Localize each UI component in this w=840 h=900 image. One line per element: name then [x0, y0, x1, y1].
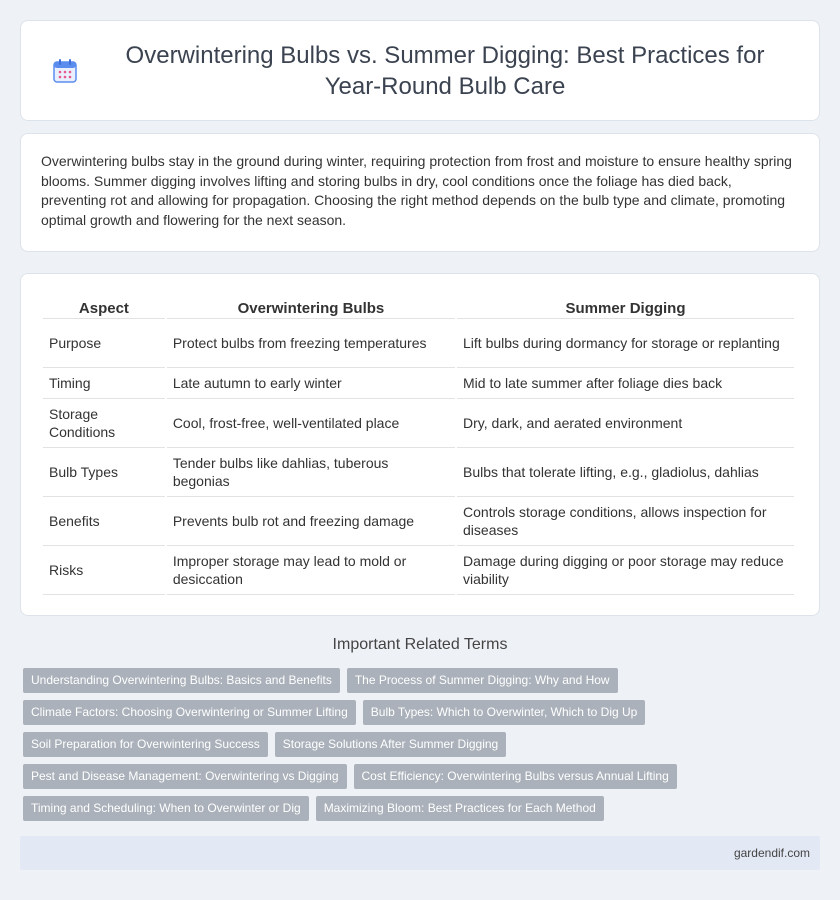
column-header-aspect: Aspect	[43, 295, 165, 319]
table-header-row	[43, 295, 794, 319]
table-cell: Cool, frost-free, well-ventilated place	[167, 399, 455, 448]
table-cell: Timing	[43, 368, 165, 399]
related-term-tag[interactable]: Understanding Overwintering Bulbs: Basics and Benefits	[23, 668, 340, 693]
related-term-tag[interactable]: Pest and Disease Management: Overwintering vs Digging	[23, 764, 347, 789]
related-term-tag[interactable]: Bulb Types: Which to Overwinter, Which to Dig Up	[363, 700, 646, 725]
table-cell: Lift bulbs during dormancy for storage or replanting	[457, 319, 794, 368]
table-cell: Risks	[43, 546, 165, 595]
related-term-tag[interactable]: Cost Efficiency: Overwintering Bulbs versus Annual Lifting	[354, 764, 677, 789]
table-row	[43, 497, 794, 546]
table-row	[43, 368, 794, 399]
table-cell: Purpose	[43, 319, 165, 368]
table-cell: Prevents bulb rot and freezing damage	[167, 497, 455, 546]
footer	[20, 836, 820, 870]
table-cell: Bulb Types	[43, 448, 165, 497]
comparison-table-card	[20, 273, 820, 616]
table-row	[43, 546, 794, 595]
related-term-tag[interactable]: Timing and Scheduling: When to Overwinter or Dig	[23, 796, 309, 821]
table-cell: Dry, dark, and aerated environment	[457, 399, 794, 448]
footer-site-link[interactable]: gardendif.com	[733, 846, 810, 860]
table-cell: Tender bulbs like dahlias, tuberous begonias	[167, 448, 455, 497]
table-row	[43, 399, 794, 448]
table-row	[43, 448, 794, 497]
table-cell: Damage during digging or poor storage may reduce viability	[457, 546, 794, 595]
table-cell: Protect bulbs from freezing temperatures	[167, 319, 455, 368]
related-terms-heading: Important Related Terms	[332, 636, 508, 653]
related-term-tag[interactable]: Storage Solutions After Summer Digging	[275, 732, 506, 757]
table-cell: Benefits	[43, 497, 165, 546]
table-row	[43, 319, 794, 368]
intro-card	[20, 133, 820, 252]
comparison-table	[41, 295, 796, 595]
related-term-tag[interactable]: The Process of Summer Digging: Why and How	[347, 668, 618, 693]
table-cell: Storage Conditions	[43, 399, 165, 448]
table-cell: Late autumn to early winter	[167, 368, 455, 399]
related-term-tag[interactable]: Maximizing Bloom: Best Practices for Each Method	[316, 796, 604, 821]
related-term-tag[interactable]: Soil Preparation for Overwintering Success	[23, 732, 268, 757]
title-card	[20, 20, 820, 121]
table-cell: Mid to late summer after foliage dies back	[457, 368, 794, 399]
table-cell: Bulbs that tolerate lifting, e.g., gladiolus, dahlias	[457, 448, 794, 497]
intro-paragraph: Overwintering bulbs stay in the ground during winter, requiring protection from frost and moisture to ensure healthy spring blooms. Summer digging involves lifting and storing bulbs in dry, cool conditions once the foliage has died back, preventing rot and allowing for propagation. Choosing the right method depends on the bulb type and climate, promoting optimal growth and flowering for the next season.	[41, 153, 792, 228]
column-header-overwintering: Overwintering Bulbs	[167, 295, 455, 319]
calendar-icon	[51, 57, 79, 85]
table-cell: Controls storage conditions, allows inspection for diseases	[457, 497, 794, 546]
page-title: Overwintering Bulbs vs. Summer Digging: Best Practices for Year-Round Bulb Care	[125, 41, 765, 100]
column-header-summer-digging: Summer Digging	[457, 295, 794, 319]
related-term-tag[interactable]: Climate Factors: Choosing Overwintering or Summer Lifting	[23, 700, 356, 725]
table-cell: Improper storage may lead to mold or desiccation	[167, 546, 455, 595]
related-terms-list	[23, 668, 823, 828]
